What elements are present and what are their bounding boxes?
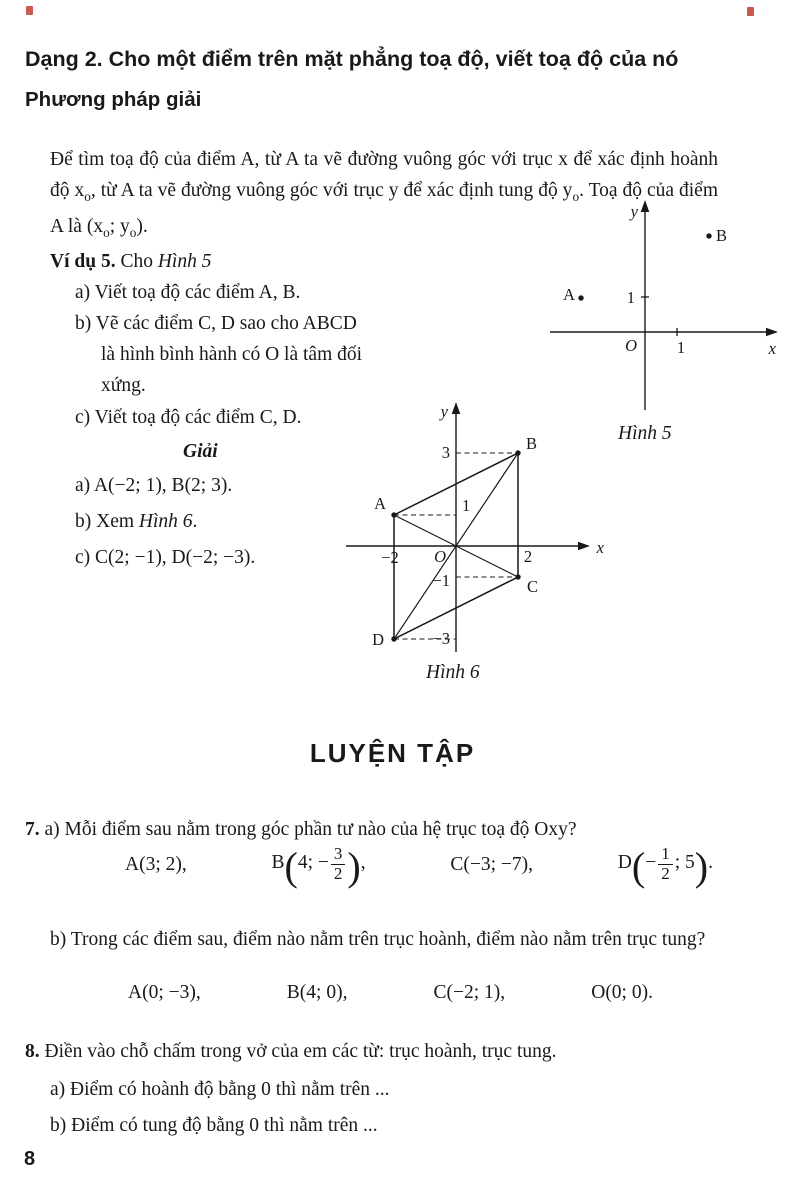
point-expression-c: C(−3; −7), [450, 853, 534, 875]
point-expression: B(4; 0), [286, 982, 348, 1003]
exercise-8-heading [25, 1036, 755, 1067]
exercise-8-item-a: a) Điểm có hoành độ bằng 0 thì nằm trên ... [50, 1078, 390, 1100]
scan-artifact-left [26, 6, 33, 15]
x-unit-label: 1 [676, 338, 686, 357]
tick-label-minus1: −1 [432, 571, 450, 590]
solution-item-b-figure-ref: Hình 6 [138, 510, 193, 532]
y-axis-arrow-icon [452, 402, 461, 414]
point-b-label: B [716, 226, 728, 245]
example-label: Ví dụ 5. [50, 250, 116, 272]
point-expression: A(0; −3), [128, 982, 201, 1003]
scan-artifact-right [747, 7, 754, 16]
point-d-dot [391, 636, 396, 641]
point-expression: C(−2; 1), [433, 982, 506, 1003]
tick-label-1: 1 [462, 496, 471, 515]
y-axis-arrow-icon [641, 200, 650, 212]
point-a-label: A [563, 285, 575, 304]
point-b-dot [706, 233, 711, 238]
point-b-name: B [271, 852, 285, 874]
origin-label: O [625, 336, 637, 355]
method-text-5: ). [136, 216, 148, 238]
point-a-dot [578, 295, 583, 300]
figure6-caption: Hình 6 [426, 662, 480, 683]
fraction-denominator: 2 [333, 863, 343, 883]
solution-item-b-prefix: b) Xem [75, 510, 139, 532]
point-b-dot [515, 450, 520, 455]
point-expression: O(0; 0). [591, 982, 653, 1003]
hinh5-axes [550, 210, 768, 410]
right-paren: ) [694, 844, 709, 890]
method-text-3: . Toạ độ của điểm A là (x [50, 179, 719, 238]
point-expression-a: A(3; 2), [125, 853, 187, 875]
y-axis-label: y [630, 202, 638, 221]
fraction-3-2 [331, 845, 346, 883]
subscript-o: o [84, 188, 91, 204]
subscript-o: o [129, 225, 137, 241]
left-paren: ( [631, 844, 646, 890]
method-text-4: ; y [109, 216, 130, 238]
hinh6-axes [346, 412, 580, 652]
figure5-caption: Hình 5 [618, 423, 672, 444]
example-item-c: c) Viết toạ độ các điểm C, D. [75, 406, 302, 428]
exercise-7b-points-row [128, 977, 653, 1008]
y-unit-label: 1 [626, 288, 635, 307]
point-a-label: A [374, 494, 386, 513]
method-text-1: Để tìm toạ độ của điểm A, từ A ta vẽ đường vuông góc với trục x để xác định hoành độ x [50, 148, 718, 201]
point-d-label: D [372, 630, 384, 649]
exercise-7-number: 7. [25, 818, 40, 840]
x-axis-arrow-icon [766, 328, 778, 337]
y-axis-label: y [440, 402, 448, 421]
x-axis-label: x [768, 339, 776, 358]
point-d-name: D [617, 852, 632, 874]
point-d-rest: ; 5 [674, 852, 695, 874]
point-c-dot [515, 574, 520, 579]
subscript-o: o [572, 188, 580, 204]
x-axis-arrow-icon [578, 542, 590, 551]
tick-label-minus3: −3 [432, 629, 450, 648]
solution-item-b [75, 506, 197, 537]
fraction-numerator: 1 [658, 845, 673, 864]
practice-heading: LUYỆN TẬP [309, 738, 476, 768]
exercise-7-part-b: b) Trong các điểm sau, điểm nào nằm trên trục hoành, điểm nào nằm trên trục tung? [50, 928, 706, 950]
page-number: 8 [24, 1148, 36, 1170]
right-paren: ) [347, 844, 361, 890]
point-expression-b [271, 844, 366, 890]
example-intro: Cho [115, 250, 158, 272]
method-heading: Phương pháp giải [25, 88, 202, 111]
point-b-post: , [360, 852, 366, 874]
exercise-8-item-b: b) Điểm có tung độ bằng 0 thì nằm trên ... [50, 1114, 378, 1136]
figure-hinh6 [338, 394, 623, 659]
exercise-8-text: Điền vào chỗ chấm trong vở của em các từ: trục hoành, trục tung. [39, 1040, 557, 1062]
example-item-b: b) Vẽ các điểm C, D sao cho ABCD là hình bình hành có O là tâm đối xứng. [75, 312, 363, 396]
solution-item-b-suffix: . [192, 510, 198, 532]
origin-label: O [434, 547, 446, 566]
section-heading: Dạng 2. Cho một điểm trên mặt phẳng toạ độ, viết toạ độ của nó [25, 47, 679, 71]
subscript-o: o [103, 225, 110, 241]
point-c-label: C [527, 577, 539, 596]
fraction-1-2 [658, 845, 673, 883]
x-axis-label: x [596, 538, 604, 557]
fraction-denominator: 2 [661, 863, 670, 883]
solution-item-a: a) A(−2; 1), B(2; 3). [75, 474, 233, 496]
point-a-dot [391, 512, 396, 517]
tick-label-3: 3 [441, 443, 450, 462]
point-expression-d [617, 844, 713, 890]
exercise-7a-points-row [125, 838, 713, 890]
solution-heading: Giải [183, 440, 218, 462]
point-b-inner: 4; − [297, 852, 329, 874]
point-d-post: . [708, 852, 713, 874]
example-item-a: a) Viết toạ độ các điểm A, B. [75, 281, 301, 303]
tick-label-2: 2 [523, 547, 533, 566]
left-paren: ( [284, 844, 298, 890]
fraction-numerator: 3 [331, 845, 346, 864]
figure-hinh5 [540, 190, 780, 422]
tick-label-minus2: −2 [381, 548, 399, 567]
solution-item-c: c) C(2; −1), D(−2; −3). [75, 546, 256, 568]
exercise-7-part-a-text: a) Mỗi điểm sau nằm trong góc phần tư nào của hệ trục toạ độ Oxy? [44, 818, 577, 840]
point-b-label: B [526, 434, 538, 453]
example-figure-ref: Hình 5 [157, 250, 212, 272]
example-heading [50, 246, 211, 277]
point-d-sign: − [645, 852, 657, 874]
method-text-2: , từ A ta vẽ đường vuông góc với trục y để xác định tung độ y [90, 179, 573, 201]
exercise-8-number: 8. [25, 1040, 40, 1062]
